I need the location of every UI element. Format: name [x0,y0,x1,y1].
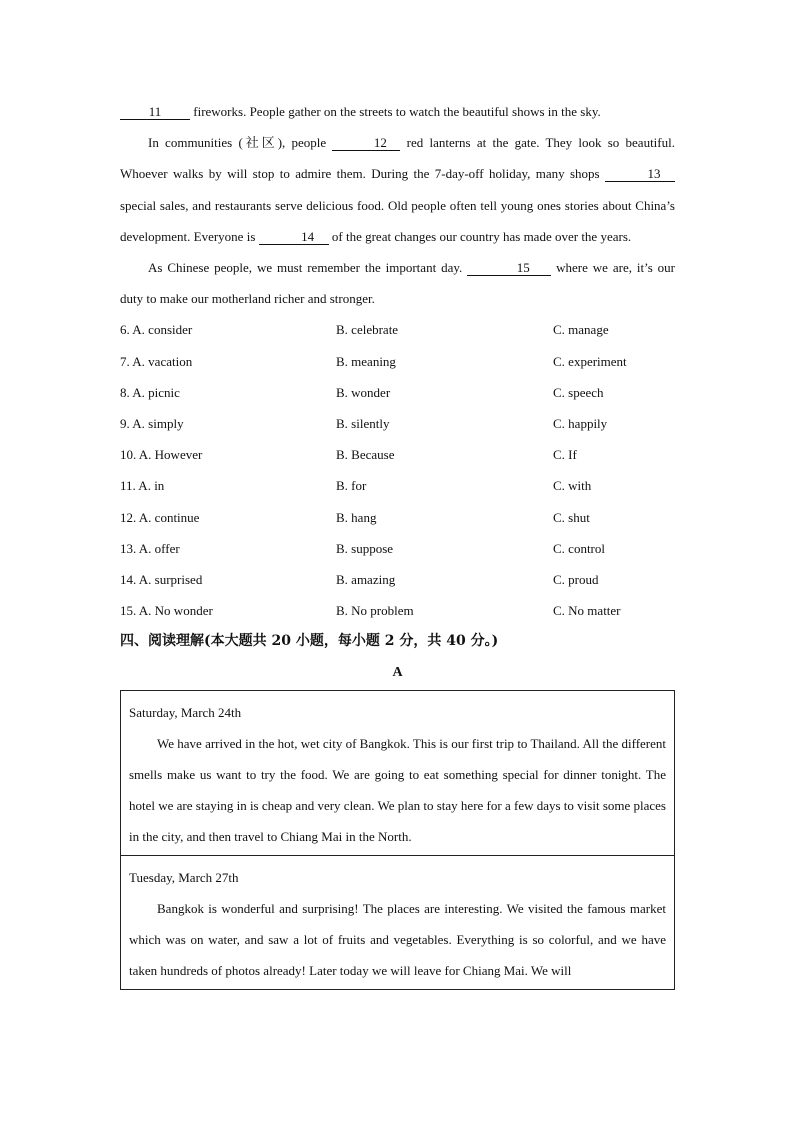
passage-label: A [392,665,403,681]
blank-14: 14 [259,230,329,245]
diary-box [120,690,675,990]
option-c: C. experiment [553,353,627,369]
option-c: C. happily [553,415,608,431]
document-page [120,96,675,990]
option-row [120,346,675,377]
option-b: B. celebrate [336,322,399,338]
option-c: C. manage [553,322,609,338]
option-a: 7. A. vacation [120,353,193,369]
blank-13: 13 [605,167,675,182]
option-b: B. hang [336,509,377,525]
option-c: C. If [553,447,577,463]
option-b: B. silently [336,415,390,431]
option-row [120,314,675,345]
option-c: C. No matter [553,603,621,619]
option-row [120,377,675,408]
cloze-text: As Chinese people, we must remember the important day. [148,260,468,276]
option-b: B. amazing [336,571,396,587]
option-a: 13. A. offer [120,540,180,556]
diary-text: We have arrived in the hot, wet city of Bangkok. This is our first trip to Thailand. All the different smells make us want to try the food. We are going to eat something special for dinner tonight. The hotel we are staying in is cheap and very clean. We plan to stay here for a few days to visit some places in the city, and then travel to Chiang Mai in the North. [129,736,666,845]
cloze-paragraph-2 [120,127,675,252]
option-row [120,533,675,564]
section-heading: 四、阅读理解(本大题共 20 小题，每小题 2 分，共 40 分。) [120,633,499,650]
option-c: C. speech [553,384,604,400]
option-a: 10. A. However [120,447,203,463]
option-b: B. wonder [336,384,391,400]
option-b: B. meaning [336,353,396,369]
diary-date: Saturday, March 24th [129,705,242,721]
option-row [120,439,675,470]
blank-11: 11 [120,105,190,120]
diary-date: Tuesday, March 27th [129,870,239,886]
option-a: 15. A. No wonder [120,603,213,619]
blank-15: 15 [467,261,551,276]
cloze-paragraph-1 [120,96,675,127]
cloze-text: special sales, and restaurants serve delicious food. Old people often tell young ones stories about China’s development. Everyone is [120,197,675,244]
option-row [120,595,675,626]
option-a: 9. A. simply [120,415,184,431]
cloze-text: where we are, it’s our duty to make our motherland richer and stronger. [120,260,676,307]
option-row [120,408,675,439]
option-row [120,564,675,595]
option-a: 12. A. continue [120,509,200,525]
option-a: 11. A. in [120,478,165,494]
diary-text: Bangkok is wonderful and surprising! The places are interesting. We visited the famous market which was on water, and saw a lot of fruits and vegetables. Everything is so colorful, and we have taken hundreds of photos already! Later today we will leave for Chiang Mai. We will [129,901,666,979]
cloze-text: red lanterns at the gate. They look so beautiful. Whoever walks by will stop to admire them. During the 7-day-off holiday, many shops [120,135,675,182]
option-b: B. for [336,478,367,494]
cloze-paragraph-3 [120,252,675,314]
cloze-text: of the great changes our country has made over the years. [328,228,632,244]
diary-entry [121,691,674,855]
option-a: 6. A. consider [120,322,193,338]
option-row [120,470,675,501]
option-b: B. No problem [336,603,414,619]
option-b: B. suppose [336,540,394,556]
option-a: 8. A. picnic [120,384,180,400]
option-c: C. proud [553,571,599,587]
option-c: C. control [553,540,605,556]
diary-entry [121,855,674,989]
cloze-text: In communities (社区), people [148,135,333,151]
answer-options [120,314,675,626]
blank-12: 12 [332,136,400,151]
option-c: C. with [553,478,592,494]
option-row [120,502,675,533]
option-c: C. shut [553,509,590,525]
option-b: B. Because [336,447,395,463]
cloze-text: fireworks. People gather on the streets to watch the beautiful shows in the sky. [190,104,601,119]
option-a: 14. A. surprised [120,571,203,587]
